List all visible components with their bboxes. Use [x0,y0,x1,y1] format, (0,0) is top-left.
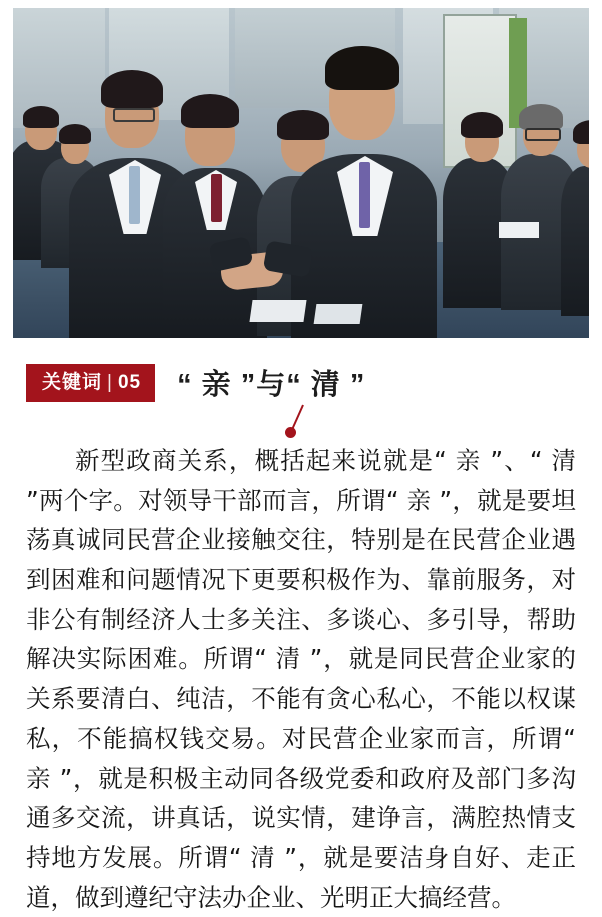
meeting-handshake-photo [13,8,589,338]
left-official-tie [129,166,140,224]
keyword-badge-separator: | [107,371,113,393]
left-official-glasses [113,108,155,122]
keyword-header [26,362,602,403]
keyword-badge [26,364,155,402]
second-attendee-hair [181,94,239,128]
attendee-hair [519,104,563,130]
left-official-hair [101,70,163,108]
keyword-badge-number: 05 [117,371,142,393]
decorative-line [292,405,304,430]
attendee-hair [461,112,503,138]
attendee-hair [23,106,59,128]
name-card [499,222,539,238]
keyword-badge-label: 关键词 [42,371,103,393]
photo-background [13,8,589,338]
article-body [26,441,576,917]
name-card [314,304,363,324]
attendee-glasses [525,128,561,141]
decorative-marker [26,403,602,437]
keyword-title: “ 亲 ”与“ 清 ” [177,369,366,401]
right-leader-tie [359,162,370,228]
second-attendee-tie [211,174,222,222]
decorative-dot [285,427,296,438]
third-attendee-hair [277,110,329,140]
attendee-hair [59,124,91,144]
right-leader-hair [325,46,399,90]
name-card [249,300,306,322]
attendee-background [561,166,589,316]
article-page [0,8,602,910]
article-paragraph: 新型政商关系，概括起来说就是“ 亲 ”、“ 清 ”两个字。对领导干部而言，所谓“ 亲 ”，就是要坦荡真诚同民营企业接触交往，特别是在民营企业遇到困难和问题情况下更要积极作为、靠前服务，对非公有制经济人士多关注、多谈心、多引导，帮助解决实际困难。所谓“ 清 ”，就是同民营企业家的关系要清白、纯洁，不能有贪心私心，不能以权谋私，不能搞权钱交易。对民营企业家而言，所谓“ 亲 ”，就是积极主动同各级党委和政府及部门多沟通多交流，讲真话，说实情，建诤言，满腔热情支持地方发展。所谓“ 清 ”，就是要洁身自好、走正道，做到遵纪守法办企业、光明正大搞经营。 [26,446,576,912]
